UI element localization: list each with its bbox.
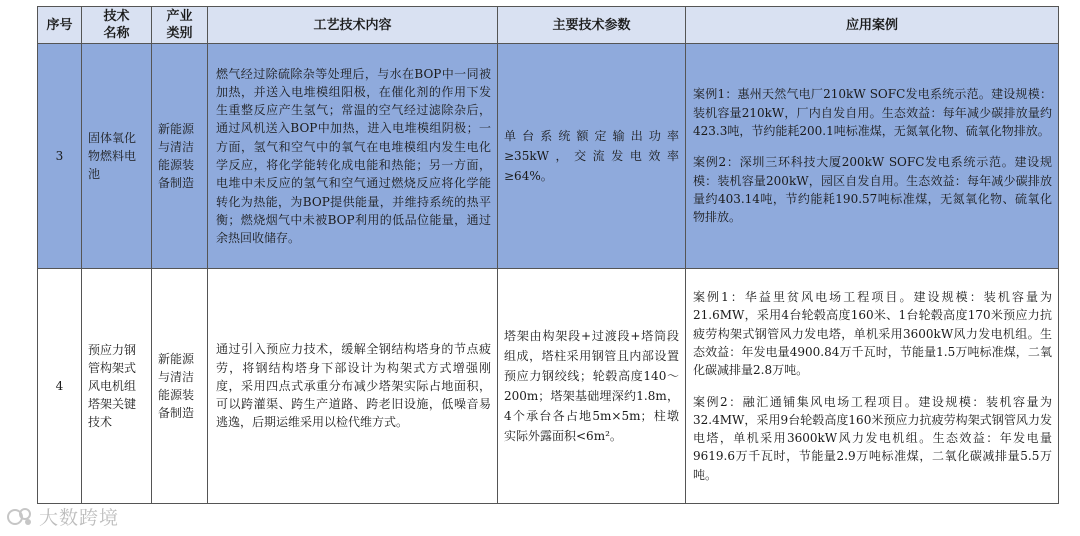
table-row[interactable] — [38, 269, 1059, 504]
case-item: 案例2：融汇通铺集风电场工程项目。建设规模：装机容量为32.4MW，采用9台轮毂高度160米预应力抗疲劳构架式钢管风力发电塔，单机采用3600kW风力发电机组。生态效益：年发电量9619.6万千瓦时，节能量2.9万吨标准煤，二氧化碳减排量5.5万吨。 — [693, 394, 1052, 482]
params-cell: 塔架由构架段+过渡段+塔筒段组成，塔柱采用钢管且内部设置预应力钢绞线；轮毂高度140～200m；塔架基础埋深约1.8m，4个承台各占地5m×5m；柱墩实际外露面积<6m²。 — [498, 269, 686, 504]
industry-cell: 新能源与清洁能源装备制造 — [152, 44, 208, 269]
header-process: 工艺技术内容 — [208, 7, 498, 44]
watermark-text: 大数跨境 — [39, 507, 120, 529]
row-number: 4 — [38, 269, 82, 504]
case-item: 案例1：惠州天然气电厂210kW SOFC发电系统示范。建设规模：装机容量210kW，厂内自发自用。生态效益：每年减少碳排放量约423.3吨，节约能耗200.1吨标准煤，无氮氧化物、硫氧化物排放。 — [693, 87, 1052, 139]
case-item: 案例2：深圳三环科技大厦200kW SOFC发电系统示范。建设规模：装机容量200kW，园区自发自用。生态效益：每年减少碳排放量约403.14吨，节约能耗190.57吨标准煤，无氮氧化物、硫氧化物排放。 — [693, 155, 1052, 225]
tech-name-cell: 固体氧化物燃料电池 — [82, 44, 152, 269]
header-no: 序号 — [38, 7, 82, 44]
header-industry: 产业 类别 — [152, 7, 208, 44]
cases-cell — [686, 269, 1059, 504]
table-row[interactable] — [38, 44, 1059, 269]
header-tech-name: 技术 名称 — [82, 7, 152, 44]
tech-name-cell: 预应力钢管构架式风电机组塔架关键技术 — [82, 269, 152, 504]
case-item: 案例1：华益里贫风电场工程项目。建设规模：装机容量为21.6MW，采用4台轮毂高度160米、1台轮毂高度170米预应力抗疲劳构架式钢管风力发电塔，单机采用3600kW风力发电机组。生态效益：年发电量4900.84万千瓦时，节能量1.5万吨标准煤，二氧化碳减排量2.8万吨。 — [693, 290, 1052, 378]
header-row — [38, 7, 1059, 44]
process-cell: 燃气经过除硫除杂等处理后，与水在BOP中一同被加热，并送入电堆模组阳极，在催化剂的作用下发生重整反应产生氢气；常温的空气经过滤除杂后，通过风机送入BOP中加热，进入电堆模组阴极；一方面，氢气和空气中的氧气在电堆模组内发生电化学反应，将化学能转化成电能和热能；另一方面，电堆中未反应的氢气和空气通过燃烧反应将化学能转化为热能，为BOP提供能量，并维持系统的热平衡；燃烧烟气中未被BOP利用的低品位能量，通过余热回收储存。 — [208, 44, 498, 269]
industry-cell: 新能源与清洁能源装备制造 — [152, 269, 208, 504]
cases-cell — [686, 44, 1059, 269]
watermark — [6, 503, 119, 530]
header-cases: 应用案例 — [686, 7, 1059, 44]
header-params: 主要技术参数 — [498, 7, 686, 44]
technology-table — [37, 6, 1059, 504]
watermark-logo-icon — [6, 506, 34, 528]
process-cell: 通过引入预应力技术，缓解全钢结构塔身的节点疲劳，将钢结构塔身下部设计为构架式方式增强刚度，采用四点式承重分布减少塔架实际占地面积，可以跨灌渠、跨生产道路、跨老旧设施，低噪音易逃逸，后期运维采用以检代维方式。 — [208, 269, 498, 504]
params-cell: 单台系统额定输出功率≥35kW，交流发电效率≥64%。 — [498, 44, 686, 269]
row-number: 3 — [38, 44, 82, 269]
